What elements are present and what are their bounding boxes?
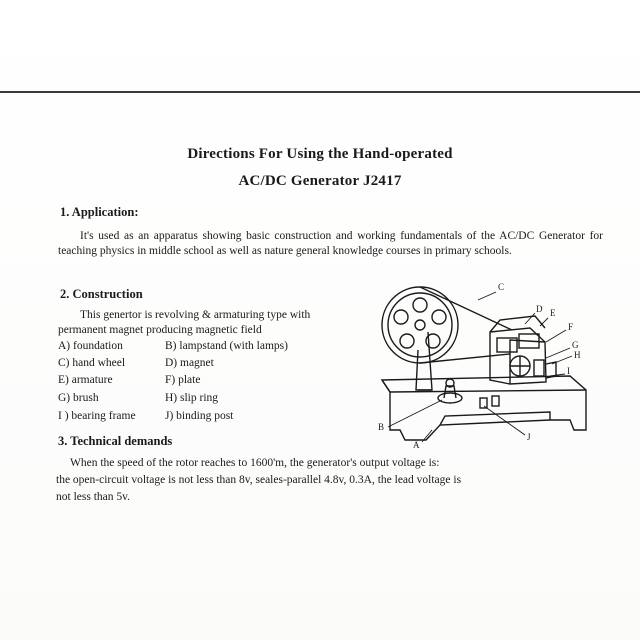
diagram-label-d: D [536,304,543,314]
application-heading: 1. Application: [60,205,139,219]
part-item: I ) bearing frame [58,410,136,422]
diagram-label-c: C [498,282,505,292]
technical-line2: the open-circuit voltage is not less than 8v, seales-parallel 4.8v, 0.3A, the lead voltage is [56,474,462,486]
diagram-label-j: J [527,432,531,442]
diagram-label-f: F [568,322,574,332]
part-item: A) foundation [58,340,123,352]
part-item: F) plate [165,374,201,386]
part-item: H) slip ring [165,392,219,404]
binding-post-shape [480,398,487,408]
lampstand-shape [438,393,462,403]
technical-heading: 3. Technical demands [58,434,173,448]
diagram-label-a: A [413,440,420,450]
diagram-label-h: H [574,350,581,360]
technical-line1: When the speed of the rotor reaches to 1600'm, the generator's output voltage is: [70,457,440,469]
diagram-label-i: I [567,366,570,376]
part-item: D) magnet [165,357,214,369]
part-item: G) brush [58,392,99,404]
diagram-label-b: B [378,422,385,432]
technical-line3: not less than 5v. [56,491,130,503]
part-item: B) lampstand (with lamps) [165,340,288,352]
application-text [58,229,603,259]
part-item: J) binding post [165,410,234,422]
construction-line2: permanent magnet producing magnetic field [58,324,262,336]
top-border-line [0,91,640,93]
document-title-line1: Directions For Using the Hand-operated [187,146,453,162]
construction-line1: This genertor is revolving & armaturing type with [80,309,311,321]
diagram-label-e: E [550,308,556,318]
part-item: C) hand wheel [58,357,126,369]
generator-diagram [360,280,600,450]
part-item: E) armature [58,374,113,386]
application-text-content: It's used as an apparatus showing basic construction and working fundamentals of the AC/DC Generator for teaching physics in middle school as well as nature general knowledge courses in primary schools. [58,230,603,257]
diagram-label-g: G [572,340,579,350]
construction-heading: 2. Construction [60,287,143,301]
document-title-line2: AC/DC Generator J2417 [238,173,402,189]
